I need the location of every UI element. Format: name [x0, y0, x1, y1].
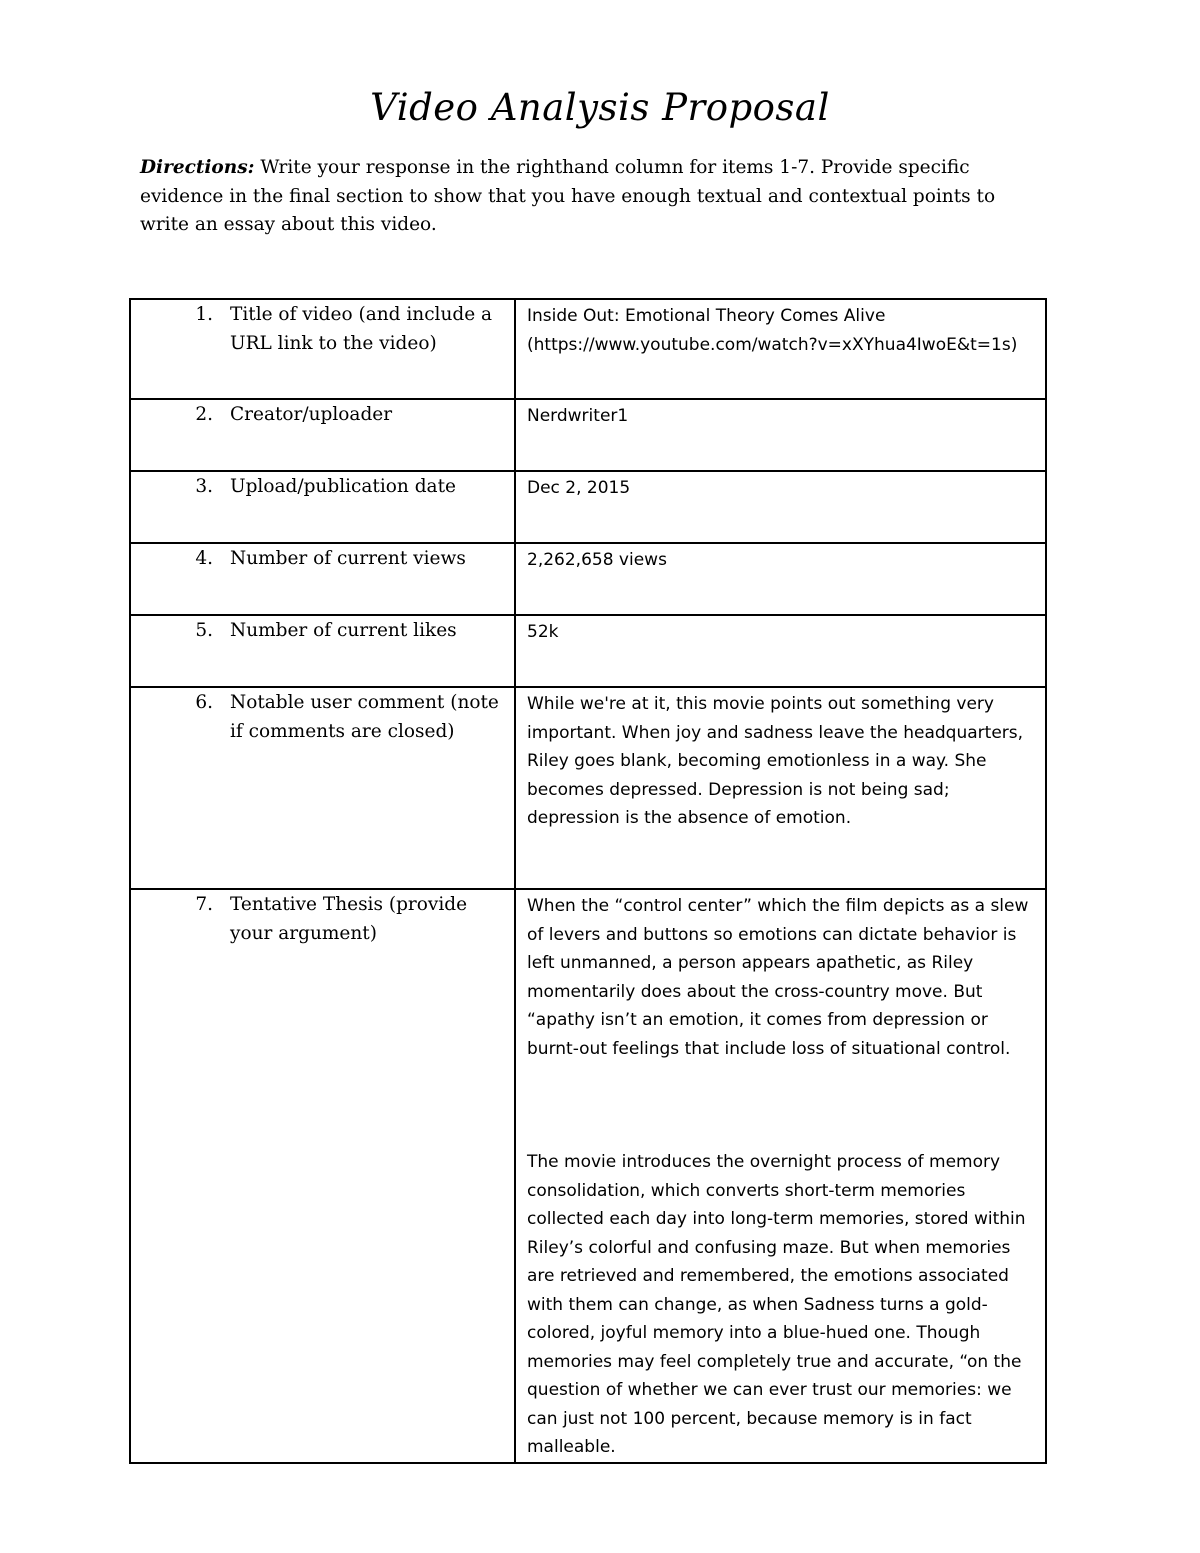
item-response: Inside Out: Emotional Theory Comes Alive (https://www.youtube.com/watch?v=xXYhua4IwoE&t=1s) — [527, 306, 1018, 355]
item-response-cell[interactable] — [515, 399, 1046, 471]
table-row — [130, 399, 1046, 471]
item-number: 7. — [195, 894, 213, 915]
item-label: Creator/uploader — [230, 404, 393, 425]
directions-text: Write your response in the righthand column for items 1-7. Provide specific evidence in the final section to show that you have enough textual and contextual points to write an essay about this video. — [140, 157, 996, 235]
item-response: While we're at it, this movie points out something very important. When joy and sadness leave the headquarters, Riley goes blank, becoming emotionless in a way. She becomes depressed. Depression is not being sad; depression is the absence of emotion. — [527, 694, 1024, 828]
table-row — [130, 299, 1046, 399]
table-row — [130, 889, 1046, 1463]
item-label: Upload/publication date — [230, 476, 456, 497]
item-label-cell — [130, 615, 515, 687]
item-number: 6. — [195, 692, 213, 713]
item-response-cell[interactable] — [515, 687, 1046, 889]
item-response-continued: The movie introduces the overnight process of memory consolidation, which converts short-term memories collected each day into long-term memories, stored within Riley’s colorful and confusing maze. But when memories are retrieved and remembered, the emotions associated with them can change, as when Sadness turns a gold-colored, joyful memory into a blue-hued one. Though memories may feel completely true and accurate, “on the question of whether we can ever trust our memories: we can just not 100 percent, because memory is in fact malleable. — [527, 1152, 1026, 1457]
item-label-cell — [130, 543, 515, 615]
item-response-cell[interactable] — [515, 889, 1046, 1463]
item-response-cell[interactable] — [515, 543, 1046, 615]
item-label: Notable user comment (note if comments are closed) — [230, 692, 499, 742]
item-label: Title of video (and include a URL link to the video) — [230, 304, 493, 354]
item-label-cell — [130, 471, 515, 543]
page-title: Video Analysis Proposal — [370, 86, 830, 129]
item-label-cell — [130, 299, 515, 399]
item-label: Number of current likes — [230, 620, 457, 641]
item-number: 4. — [195, 548, 213, 569]
item-label: Tentative Thesis (provide your argument) — [230, 894, 468, 944]
item-response: Nerdwriter1 — [527, 406, 629, 426]
item-label-cell — [130, 399, 515, 471]
item-number: 1. — [195, 304, 213, 325]
item-response-cell[interactable] — [515, 471, 1046, 543]
item-number: 3. — [195, 476, 213, 497]
proposal-table — [129, 298, 1047, 1464]
table-row — [130, 471, 1046, 543]
item-number: 5. — [195, 620, 213, 641]
item-response-cell[interactable] — [515, 299, 1046, 399]
item-label-cell — [130, 687, 515, 889]
item-response: When the “control center” which the film depicts as a slew of levers and buttons so emotions can dictate behavior is left unmanned, a person appears apathetic, as Riley momentarily does about the cross-country move. But “apathy isn’t an emotion, it comes from depression or burnt-out feelings that include loss of situational control. — [527, 896, 1029, 1059]
directions-lead: Directions: — [140, 157, 255, 178]
item-response-cell[interactable] — [515, 615, 1046, 687]
item-label-cell — [130, 889, 515, 1463]
item-number: 2. — [195, 404, 213, 425]
item-label: Number of current views — [230, 548, 466, 569]
table-row — [130, 615, 1046, 687]
directions — [140, 154, 1020, 240]
item-response: Dec 2, 2015 — [527, 478, 631, 498]
item-response: 52k — [527, 622, 559, 642]
item-response: 2,262,658 views — [527, 550, 667, 570]
table-row — [130, 687, 1046, 889]
table-row — [130, 543, 1046, 615]
